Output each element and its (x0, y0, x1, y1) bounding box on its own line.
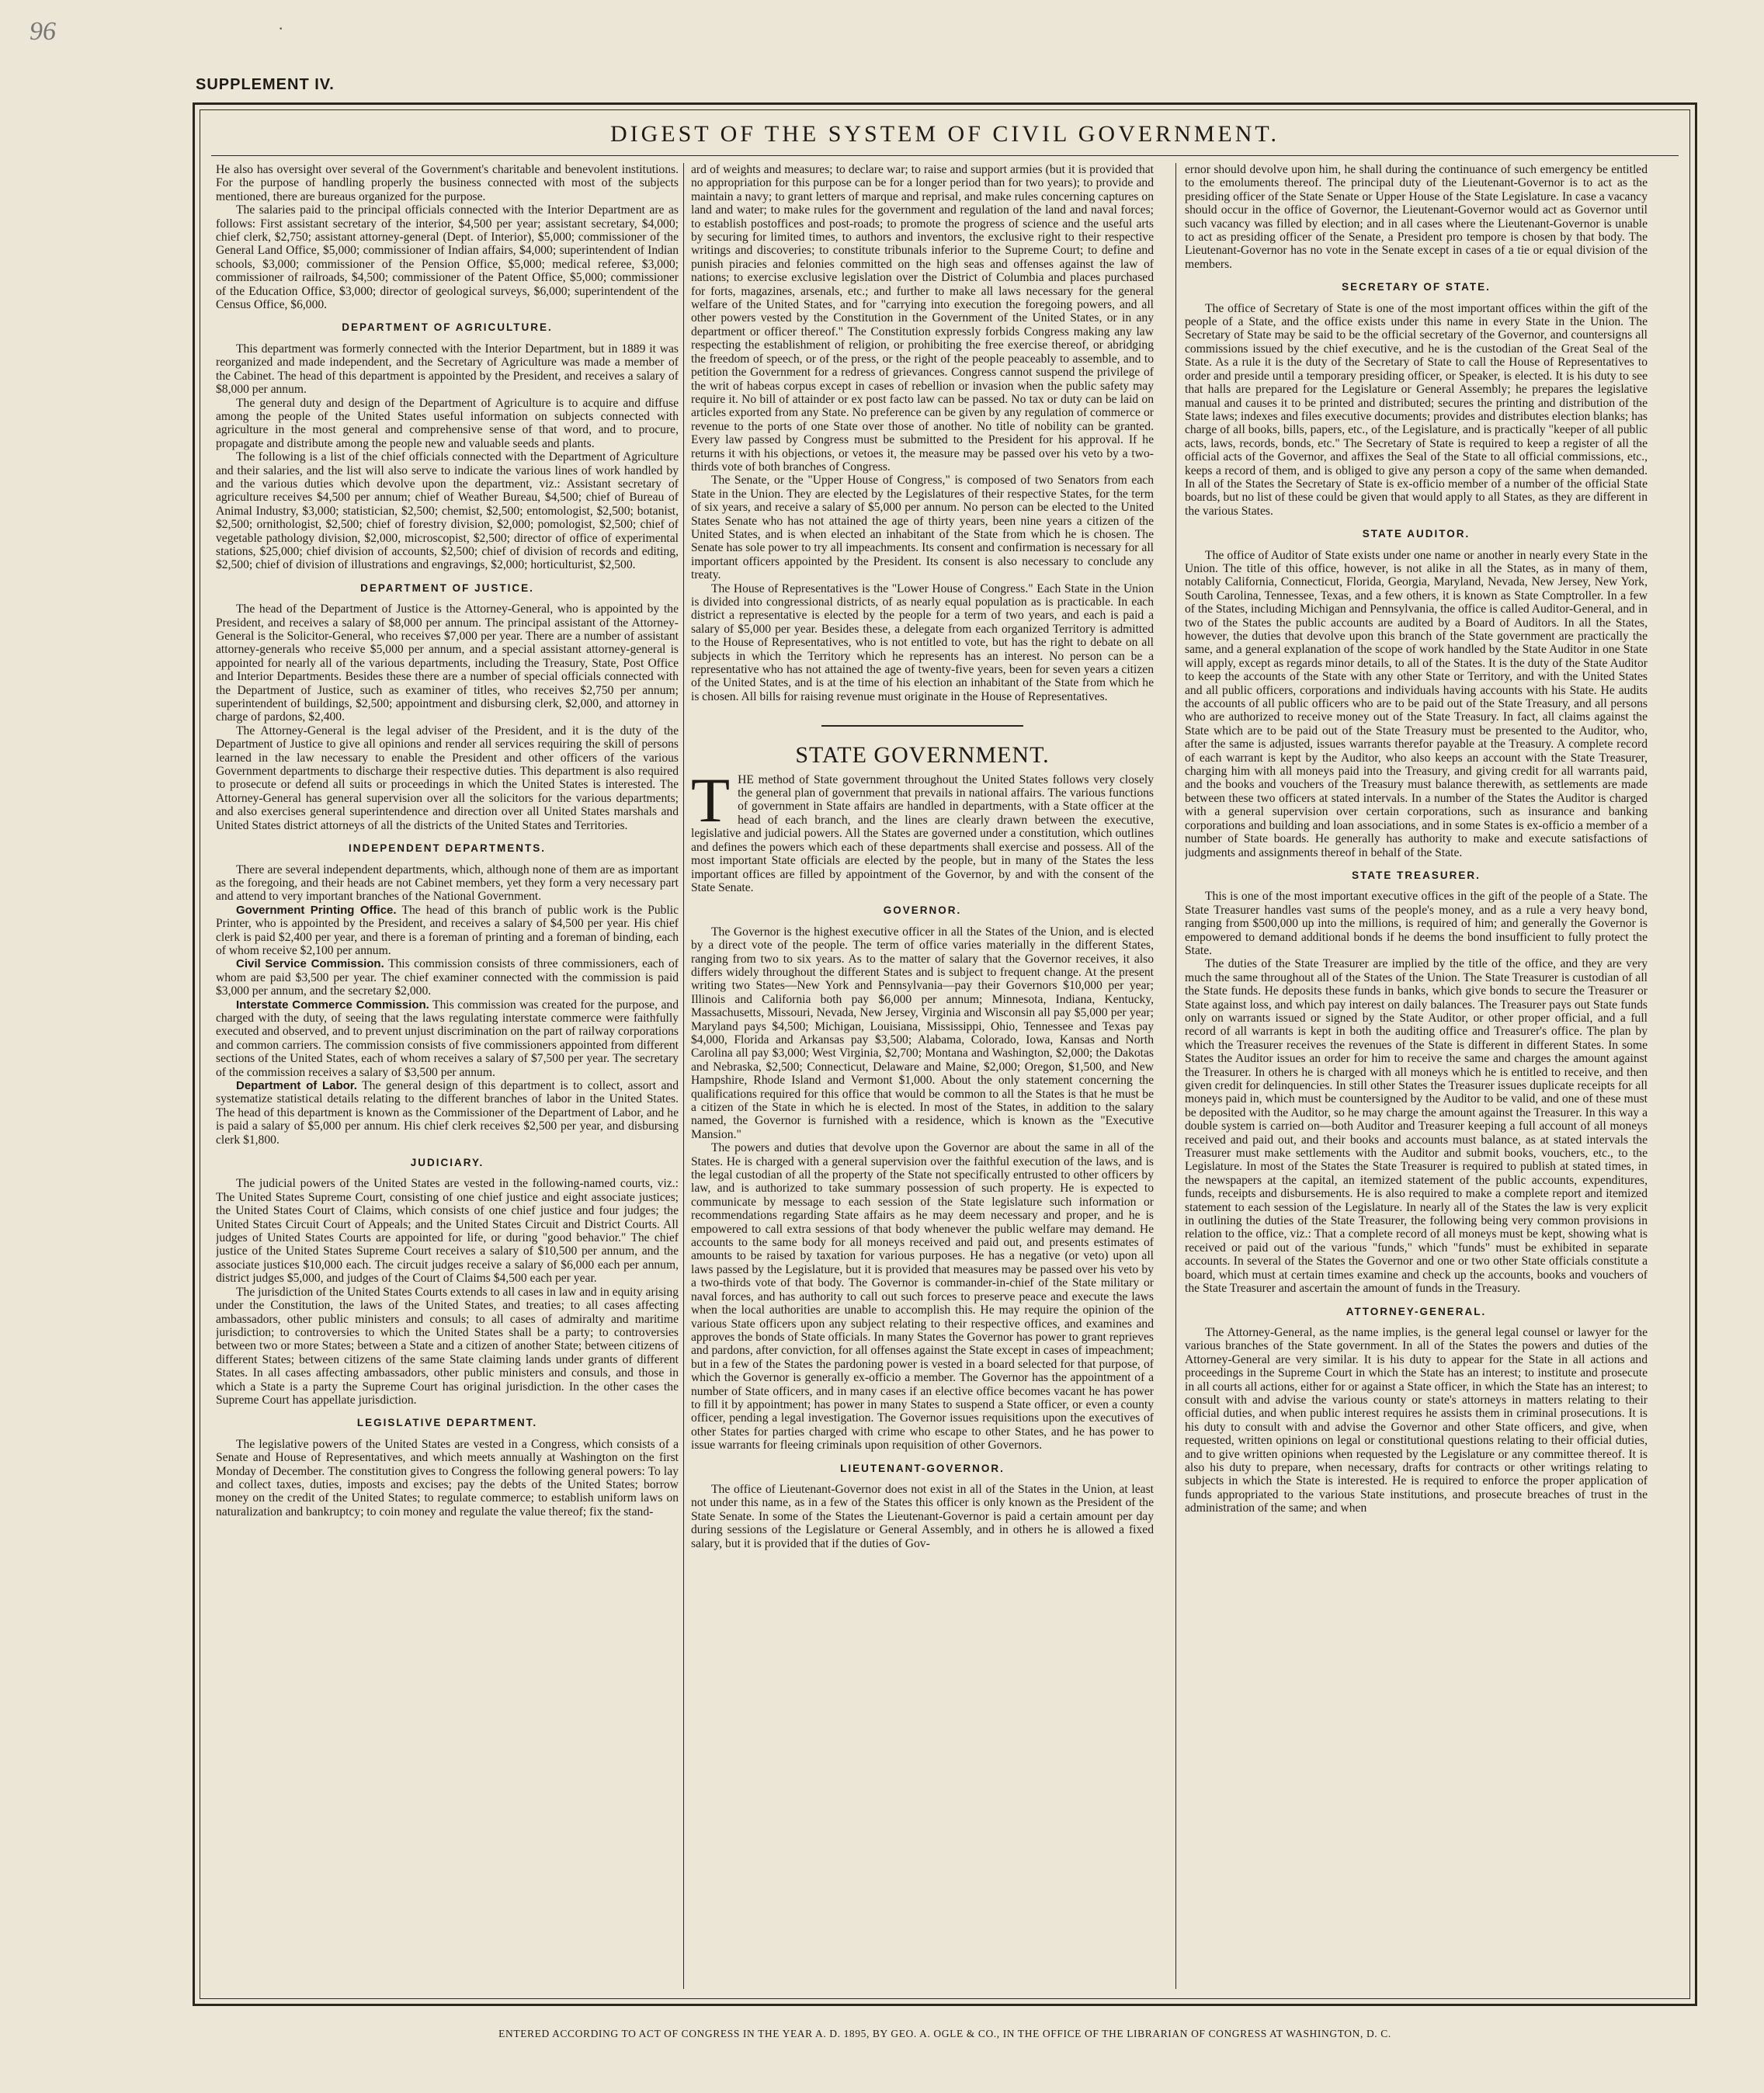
paragraph: The Attorney-General, as the name implies, is the general legal counsel or lawyer for the various branches of the State government. In all of the States the powers and duties of the Attorney-General are very similar. It is his duty to appear for the State in all actions and proceedings in the Supreme Court in which the State has an interest; to institute and prosecute in all courts all actions, either for or against a State officer, in which the State has an interest; to consult with and advise the various county or state's attorneys in matters relating to their official duties, and when public interest requires he assists them in criminal prosecutions. It is his duty to consult with and advise the Governor and other State officers, and give, when requested, written opinions on legal or constitutional questions relating to their official duties, and to give written opinions when requested by the Legislature or any committee thereof. It is also his duty to prepare, when necessary, drafts for contracts or other writings relating to subjects in which the State is interested. He is required to enforce the proper application of funds appropriated to the various State institutions, and prosecute breaches of trust in the administration of the same; and when (1185, 1325, 1648, 1515)
paragraph-icc (216, 998, 679, 1079)
paragraph: The duties of the State Treasurer are implied by the title of the office, and they are very much the same throughout all of the States of the Union. The State Treasurer is custodian of all the State funds. He deposits these funds in banks, which give bonds to secure the Treasurer or State against loss, and which pay interest on daily balances. The Treasurer pays out State funds only on warrants issued or signed by the State Auditor, or other proper official, and a full record of all warrants is kept in both the auditing office and Treasurer's office. The plan by which the Treasurer receives the revenues of the State is different in different States. In some States the Auditor issues an order for him to receive the same and charges the amount against the Treasurer. In others he is charged with all moneys which he is entitled to receive, and then given credit for delinquencies. In still other States the Treasurer issues duplicate receipts for all moneys paid in, which must be countersigned by the Auditor to be valid, and one of these must be deposited with the Auditor, so he may charge the amount against the Treasurer. In this way a double system is carried on—both Auditor and Treasurer keeping a full account of all moneys received and paid out, and their books and accounts must balance, as at stated intervals the Treasurer must make settlements with the Auditor and submit books, vouchers, etc., to the Legislature. In most of the States the State Treasurer is required to publish at stated times, in the newspapers at the capital, an itemized statement of the public accounts, expenditures, funds, receipts and disbursements. He is also required to make a complete report and itemized statement to each session of the Legislature. In nearly all of the States the law is very explicit in outlining the duties of the State Treasurer, the following being very common provisions in relation to the office, viz.: That a complete record of all moneys must be kept, showing what is received or paid out of the various "funds," which "funds" must be exhibited in separate accounts. In several of the States the Governor and one or two other State officials constitute a board, which must at certain times examine and check up the accounts, books and vouchers of the State Treasurer and ascertain the amount of funds in the Treasury. (1185, 957, 1648, 1296)
paragraph: The office of Secretary of State is one of the most important offices within the gift of the people of a State, and the office exists under this name in every State in the Union. The Secretary of State may be said to be the official secretary of the Governor, and countersigns all commissions issued by the chief executive, and he is the custodian of the Great Seal of the State. As a rule it is the duty of the Secretary of State to call the House of Representatives to order and preside until a temporary presiding officer, or Speaker, is elected. It is his duty to see that halls are prepared for the Legislature or General Assembly; he prepares the legislative manual and causes it to be printed and distributed; secures the printing and distribution of the State laws; indexes and files executive documents; provides and distributes election blanks; has charge of all books, bills, papers, etc., of the Legislature, and is practically "keeper of all public acts, laws, records, bonds, etc." The Secretary of State is required to keep a register of all the official acts of the Governor, and affixes the Seal of the State to all official commissions, etc., keeps a record of them, and is obliged to give any person a copy of the same when demanded. In all of the States the Secretary of State is ex-officio member of a number of the official State boards, but no list of these could be given that would apply to all States, as they are different in the various States. (1185, 301, 1648, 518)
section-heading-judiciary: JUDICIARY. (410, 1157, 484, 1169)
paragraph: This department was formerly connected with the Interior Department, but in 1889 it was reorganized and made independent, and the Secretary of Agriculture was made a member of the Cabinet. The head of this department is appointed by the President, and receives a salary of $8,000 per annum. (216, 342, 679, 397)
column-3 (1185, 163, 1648, 1989)
supplement-label: SUPPLEMENT IV. (196, 76, 335, 93)
paragraph-dropcap (691, 764, 1154, 895)
digest-title: DIGEST OF THE SYSTEM OF CIVIL GOVERNMENT. (609, 121, 1280, 147)
section-heading-secretary-of-state: SECRETARY OF STATE. (1342, 281, 1491, 293)
state-government-title: STATE GOVERNMENT. (795, 742, 1050, 769)
corner-dot: · (278, 19, 284, 38)
paragraph-text: The general design of this department is to collect, assort and systematize statistical details relating to the different branches of labor in the United States. The head of this department is known as the Commissioner of the Department of Labor, and he is paid a salary of $5,000 per annum. His chief clerk receives $2,500 per year, and disbursing clerk $1,800. (216, 1079, 679, 1147)
section-heading-state-auditor: STATE AUDITOR. (1362, 528, 1471, 540)
section-heading-attorney-general: ATTORNEY-GENERAL. (1346, 1305, 1487, 1317)
section-rule (821, 725, 1023, 727)
column-divider-2 (1175, 163, 1176, 1989)
paragraph-text: This commission consists of three commissioners, each of whom are paid $3,500 per year. The chief examiner connected with the commission is paid $3,000 per annum, and the secretary $2,000. (216, 957, 679, 998)
paragraph: There are several independent departments, which, although none of them are as important as the foregoing, and their heads are not Cabinet members, yet they form a very necessary part and attend to very important branches of the National Government. (216, 863, 679, 904)
paragraph: The Senate, or the "Upper House of Congress," is composed of two Senators from each State in the Union. They are elected by the Legislatures of their respective States, for the term of six years, and receive a salary of $5,000 per annum. No person can be elected to the United States Senate who has not attained the age of thirty years, been nine years a citizen of the United States, and is when elected an inhabitant of the State from which he is chosen. The Senate has sole power to try all impeachments. Its consent and confirmation is necessary for all important officers appointed by the President. Its consent is also necessary to conclude any treaty. (691, 474, 1154, 582)
section-heading-independent: INDEPENDENT DEPARTMENTS. (348, 842, 546, 855)
section-heading-legislative: LEGISLATIVE DEPARTMENT. (356, 1417, 538, 1429)
paragraph-csc (216, 957, 679, 998)
run-in-heading: Interstate Commerce Commission. (236, 998, 429, 1012)
paragraph: The House of Representatives is the "Lower House of Congress." Each State in the Union is divided into congressional districts, of as nearly equal population as is practicable. In each district a representative is elected by the people for a term of two years, and each is paid a salary of $5,000 per year. Besides these, a delegate from each organized Territory is admitted to the House of Representatives, who is not entitled to vote, but has the right to debate on all subjects in which the Territory which he represents has an interest. No person can be a representative who has not attained the age of twenty-five years, been for seven years a citizen of the United States, and is at the time of his election an inhabitant of the State from which he is chosen. All bills for raising revenue must originate in the House of Representatives. (691, 581, 1154, 703)
paragraph-gpo (216, 904, 679, 958)
section-heading-justice: DEPARTMENT OF JUSTICE. (360, 581, 534, 594)
section-heading-state-treasurer: STATE TREASURER. (1352, 869, 1481, 881)
run-in-heading: Department of Labor. (236, 1079, 357, 1092)
paragraph: The Attorney-General is the legal adviser of the President, and it is the duty of the Department of Justice to give all opinions and render all services requiring the skill of persons learned in the law necessary to enable the President and other officers of the various Government departments to discharge their respective duties. This department is also required to prosecute or defend all suits or proceedings in which the United States is interested. The Attorney-General has general supervision over all the solicitors for the various departments; and also exercises general superintendence and direction over all United States marshals and United States district attorneys of all the districts of the United States and Territories. (216, 724, 679, 832)
title-rule (211, 155, 1679, 156)
paragraph: The following is a list of the chief officials connected with the Department of Agriculture and their salaries, and the list will also serve to indicate the various lines of work handled by and the various duties which devolve upon the department, viz.: Assistant secretary of agriculture receives $4,500 per annum; chief of Weather Bureau, $4,500; chief of Bureau of Animal Industry, $3,000; statistician, $2,500; chemist, $2,500; entomologist, $2,500; botanist, $2,500; ornithologist, $2,500; chief of forestry division, $2,000; pomologist, $2,500; chief of vegetable pathology division, $2,000, microscopist, $2,500; director of office of experimental stations, $25,000; chief division of accounts, $2,500; chief of division of records and editing, $2,500; chief of division of illustrations and engravings, $2,000; horticulturist, $2,500. (216, 450, 679, 572)
paragraph: The Governor is the highest executive officer in all the States of the Union, and is elected by a direct vote of the people. The term of office varies materially in the different States, ranging from two to six years. As to the matter of salary that the Governor receives, it also differs widely throughout the different States and is subject to frequent change. At the present writing two States—New York and Pennsylvania—pay their Governors $10,000 per year; Illinois and California both pay $6,000 per annum; Minnesota, Indiana, Kentucky, Massachusetts, Missouri, Nevada, New Jersey, Virginia and Wisconsin all pay $5,000 per year; Maryland pays $4,500; Michigan, Louisiana, Mississippi, Ohio, Tennessee and Texas pay $4,000, Florida and Arkansas pay $3,500; Alabama, Colorado, Iowa, Kansas and North Carolina all pay $3,000; West Virginia, $2,700; Montana and Washington, $2,000; the Dakotas and Nebraska, $2,500; Connecticut, Delaware and Maine, $2,000; Oregon, $1,500, and New Hampshire, Rhode Island and Vermont $1,000. About the only statement concerning the qualifications required for this office that would be common to all the States is that he must be a citizen of the State in which he is elected. In most of the States, in addition to the salary named, the Governor is furnished with a residence, which is known as the "Executive Mansion." (691, 925, 1154, 1141)
paragraph: ernor should devolve upon him, he shall during the continuance of such emergency be entitled to the emoluments thereof. The principal duty of the Lieutenant-Governor is to act as the presiding officer of the State Senate or Upper House of the State Legislature. In case a vacancy should occur in the office of Governor, the Lieutenant-Governor would act as Governor until such vacancy was filled by election; and in all cases where the Lieutenant-Governor is unable to act as presiding officer of the Senate, a President pro tempore is chosen by that body. The Lieutenant-Governor has no vote in the Senate except in cases of a tie or equal division of the members. (1185, 163, 1648, 271)
drop-cap: T (691, 764, 731, 835)
paragraph: The judicial powers of the United States are vested in the following-named courts, viz.: The United States Supreme Court, consisting of one chief justice and eight associate justices; the United States Court of Claims, which consists of one chief justice and four judges; the United States Circuit Court of Appeals; and the United States Circuit and District Courts. All judges of United States Courts are appointed for life, or during "good behavior." The chief justice of the United States Supreme Court receives a salary of $10,500 per annum, and the associate justices $10,000 each. The circuit judges receive a salary of $6,000 each per annum, district judges $5,000, and judges of the Court of Claims $4,500 each per year. (216, 1177, 679, 1286)
paragraph-text: The head of this branch of public work is the Public Printer, who is appointed by the President, and receives a salary of $4,500 per year. His chief clerk is paid $2,400 per year, and there is a foreman of printing and a foreman of binding, each of whom receive $2,100 per annum. (216, 903, 679, 957)
run-in-heading: Government Printing Office. (236, 903, 397, 917)
paragraph: The general duty and design of the Department of Agriculture is to acquire and diffuse among the people of the United States useful information on subjects connected with agriculture in the most general and comprehensive sense of that word, and to procure, propagate and distribute among the people new and valuable seeds and plants. (216, 396, 679, 450)
paragraph: The salaries paid to the principal officials connected with the Interior Department are as follows: First assistant secretary of the interior, $4,500 per year; assistant secretary, $4,000; chief clerk, $2,750; assistant attorney-general (Dept. of Interior), $5,000; commissioner of the General Land Office, $5,000; commissioner of Indian affairs, $4,000; superintendent of Indian schools, $3,000; commissioner of the Pension Office, $5,000; medical referee, $3,000; commissioner of railroads, $4,500; commissioner of the Patent Office, $5,000; commissioner of the Education Office, $3,000; director of geological surveys, $6,000; superintendent of the Census Office, $6,000. (216, 203, 679, 312)
paragraph-text: HE method of State government throughout the United States follows very closely the general plan of government that prevails in national affairs. The various functions of government in State affairs are handled in departments, with a State officer at the head of each branch, and the lines are clearly drawn between the executive, legislative and judicial powers. All the States are governed under a constitution, which outlines and defines the powers which each of these departments shall exercise and possess. All of the most important State officials are elected by the people, but in many of the States the less important offices are filled by appointment of the Governor, by and with the consent of the State Senate. (691, 772, 1154, 894)
page-frame-inner (200, 109, 1690, 1999)
paragraph-text: This commission was created for the purpose, and charged with the duty, of seeing that the laws regulating interstate commerce were faithfully executed and observed, and to prevent unjust discrimination on the part of railway corporations and common carriers. The commission consists of five commissioners appointed from different sections of the United States, each of whom receives a salary of $7,500 per year. The secretary of the commission receives a salary of $3,500 per annum. (216, 998, 679, 1079)
paragraph: The jurisdiction of the United States Courts extends to all cases in law and in equity arising under the Constitution, the laws of the United States, and treaties; to all cases affecting ambassadors, other public ministers and consuls; to all cases of admiralty and maritime jurisdiction; to controversies to which the United States shall be a party; to controversies between two or more States; between a State and a citizen of another State; between citizens of different States; between citizens of the same State claiming lands under grants of different States. In all cases affecting ambassadors, other public ministers and consuls, and those in which a State is a party the Supreme Court has original jurisdiction. In the other cases the Supreme Court has appellate jurisdiction. (216, 1285, 679, 1407)
corner-handwritten-mark: 96 (30, 17, 56, 46)
section-heading-agriculture: DEPARTMENT OF AGRICULTURE. (342, 321, 553, 334)
paragraph: The legislative powers of the United States are vested in a Congress, which consists of a Senate and House of Representatives, and which meets annually at Washington on the first Monday of December. The constitution gives to Congress the following general powers: To lay and collect taxes, duties, imposts and excises; pay the debts of the United States; borrow money on the credit of the United States; to regulate commerce; to establish uniform laws on naturalization and bankruptcy; to coin money and regulate the value thereof; fix the stand- (216, 1437, 679, 1519)
paragraph: The head of the Department of Justice is the Attorney-General, who is appointed by the President, and receives a salary of $8,000 per annum. The principal assistant of the Attorney-General is the Solicitor-General, who receives $7,000 per year. There are a number of assistant attorney-generals who receive $5,000 per annum, and a special assistant attorney-general is appointed for nearly all of the various departments, including the Treasury, State, Post Office and Interior Departments. Besides these there are a number of special officials connected with the Department of Justice, such as examiner of titles, who receives $2,750 per annum; superintendent of buildings, $2,500; appointment and disbursing clerk, $2,000, and attorney in charge of pardons, $2,400. (216, 602, 679, 724)
section-heading-governor: GOVERNOR. (883, 904, 962, 917)
column-1 (216, 163, 679, 1989)
paragraph: The office of Auditor of State exists under one name or another in nearly every State in the Union. The title of this office, however, is not alike in all the States, as in many of them, notably California, Connecticut, Florida, Georgia, Maryland, Nevada, New Jersey, New York, South Carolina, Tennessee, Texas, and a few others, it is known as State Comptroller. In a few of the States, including Michigan and Pennsylvania, the office is called Auditor-General, and in two of the States the public accounts are audited by a Board of Auditors. In all the States, however, the duties that devolve upon this branch of the State government are practically the same, and a general explanation of the scope of work handled by the State Auditor in one State will apply, except as regards minor details, to all of the States. It is the duty of the State Auditor to keep the accounts of the State with any other State or Territory, and with the United States and all public officers, corporations and individuals having accounts with his State. He audits the accounts of all public officers who are to be paid out of the State Treasury, and all persons who are authorized to receive money out of the State Treasury. In fact, all claims against the State which are to be paid out of the State Treasury must be presented to the Auditor, who, after the same is adjusted, issues warrants therefor payable at the Treasury. A complete record of each warrant is kept by the Auditor, who also keeps an account with the State Treasurer, charging him with all moneys paid into the Treasury, and giving credit for all warrants paid, and the books and vouchers of the Treasury must balance therewith, as settlements are made between these two officers at stated intervals. In a number of the States the Auditor is charged with a general supervision over certain corporations, such as insurance and banking corporations and building and loan associations, and in some States is ex-officio a member of a number of State boards. He generally has authority to make and execute satisfactions of judgments and assignments thereof in behalf of the State. (1185, 548, 1648, 859)
paragraph: The powers and duties that devolve upon the Governor are about the same in all of the States. He is charged with a general supervision over the faithful execution of the laws, and is the legal custodian of all the property of the State not specifically entrusted to other officers by law, and is authorized to take summary possession of such property. He is expected to communicate by message to each session of the State legislature such information or recommendations regarding State affairs as he may deem necessary and proper, and he is empowered to call extra sessions of that body whenever the public welfare may demand. He accounts to the same body for all moneys received and paid out, and presents estimates of amounts to be raised by taxation for various purposes. He has a negative (or veto) upon all laws passed by the Legislature, but it is provided that measures may be passed over his veto by a two-thirds vote of that body. The Governor is commander-in-chief of the State military or naval forces, and has authority to call out such forces to preserve peace and execute the laws when the local authorities are unable to accomplish this. He may require the opinion of the various State officers upon any subject relating to their respective offices, and examines and approves the bonds of State officials. In many States the Governor has power to grant reprieves and pardons, after conviction, for all offenses against the State except in cases of impeachment; but in a few of the States the pardoning power is vested in a board selected for that purpose, of which the Governor is generally ex-officio a member. The Governor has the appointment of a number of State officers, and in many cases if an elective office becomes vacant he has power to fill it by appointment; has power in many States to suspend a State officer, or even a county officer, pending a legal investigation. The Governor issues requisitions upon the executives of other States for parties charged with crime who escape to other States, and he has power to issue warrants for fleeing criminals upon requisition of other Governors. (691, 1141, 1154, 1453)
paragraph: He also has oversight over several of the Government's charitable and benevolent institutions. For the purpose of handling properly the business connected with most of the subjects mentioned, there are bureaus organized for the purpose. (216, 163, 679, 203)
page-frame (193, 102, 1697, 2006)
copyright-footer: ENTERED ACCORDING TO ACT OF CONGRESS IN THE YEAR A. D. 1895, BY GEO. A. OGLE & CO., IN THE OFFICE OF THE LIBRARIAN OF CONGRESS AT WASHINGTON, D. C. (498, 2028, 1391, 2039)
column-2 (691, 163, 1154, 1989)
run-in-heading: Civil Service Commission. (236, 957, 384, 971)
paragraph: This is one of the most important executive offices in the gift of the people of a State. The State Treasurer handles vast sums of the people's money, and as a rule a very heavy bond, ranging from $500,000 up into the millions, is required of him; and generally the Governor is empowered to demand additional bonds if he deems the bond insufficient to fully protect the State. (1185, 890, 1648, 957)
paragraph-labor (216, 1079, 679, 1147)
paragraph: ard of weights and measures; to declare war; to raise and support armies (but it is provided that no appropriation for this purpose can be for a longer period than for two years); to provide and maintain a navy; to grant letters of marque and reprisal, and make rules concerning captures on land and water; to make rules for the government and regulation of the land and naval forces; to establish postoffices and post-roads; to promote the progress of science and the useful arts by securing for limited times, to authors and inventors, the exclusive right to their respective writings and discoveries; to constitute tribunals inferior to the Supreme Court; to define and punish piracies and felonies committed on the high seas and offenses against the law of nations; to exercise exclusive legislation over the District of Columbia and places purchased for forts, magazines, arsenals, etc.; and further to make all laws necessary for the general welfare of the United States, and for "carrying into execution the foregoing powers, and all other powers vested by the Constitution in the Government of the United States, or in any department or officer thereof." The Constitution expressly forbids Congress making any law respecting the establishment of religion, or prohibiting the free exercise thereof, or abridging the freedom of speech, or of the press, or the right of the people peaceably to assemble, and to petition the Government for a redress of grievances. Congress cannot suspend the privilege of the writ of habeas corpus except in cases of rebellion or invasion when the public safety may require it. No bill of attainder or ex post facto law can be passed. No tax or duty can be laid on articles exported from any State. No preference can be given by any regulation of commerce or revenue to the ports of one State over those of another. No title of nobility can be granted. Every law passed by Congress must be submitted to the President for his approval. If he returns it with his objections, or vetoes it, the measure may be passed over his veto by a two-thirds vote of both branches of Congress. (691, 163, 1154, 474)
paragraph: The office of Lieutenant-Governor does not exist in all of the States in the Union, at least not under this name, as in a few of the States this officer is only known as the President of the State Senate. In some of the States the Lieutenant-Governor is paid a certain amount per day during sessions of the Legislature or General Assembly, and in others he is allowed a fixed salary, but it is provided that if the duties of Gov- (691, 1482, 1154, 1550)
column-divider-1 (683, 163, 684, 1989)
section-heading-lieutenant-governor: LIEUTENANT-GOVERNOR. (840, 1462, 1005, 1474)
